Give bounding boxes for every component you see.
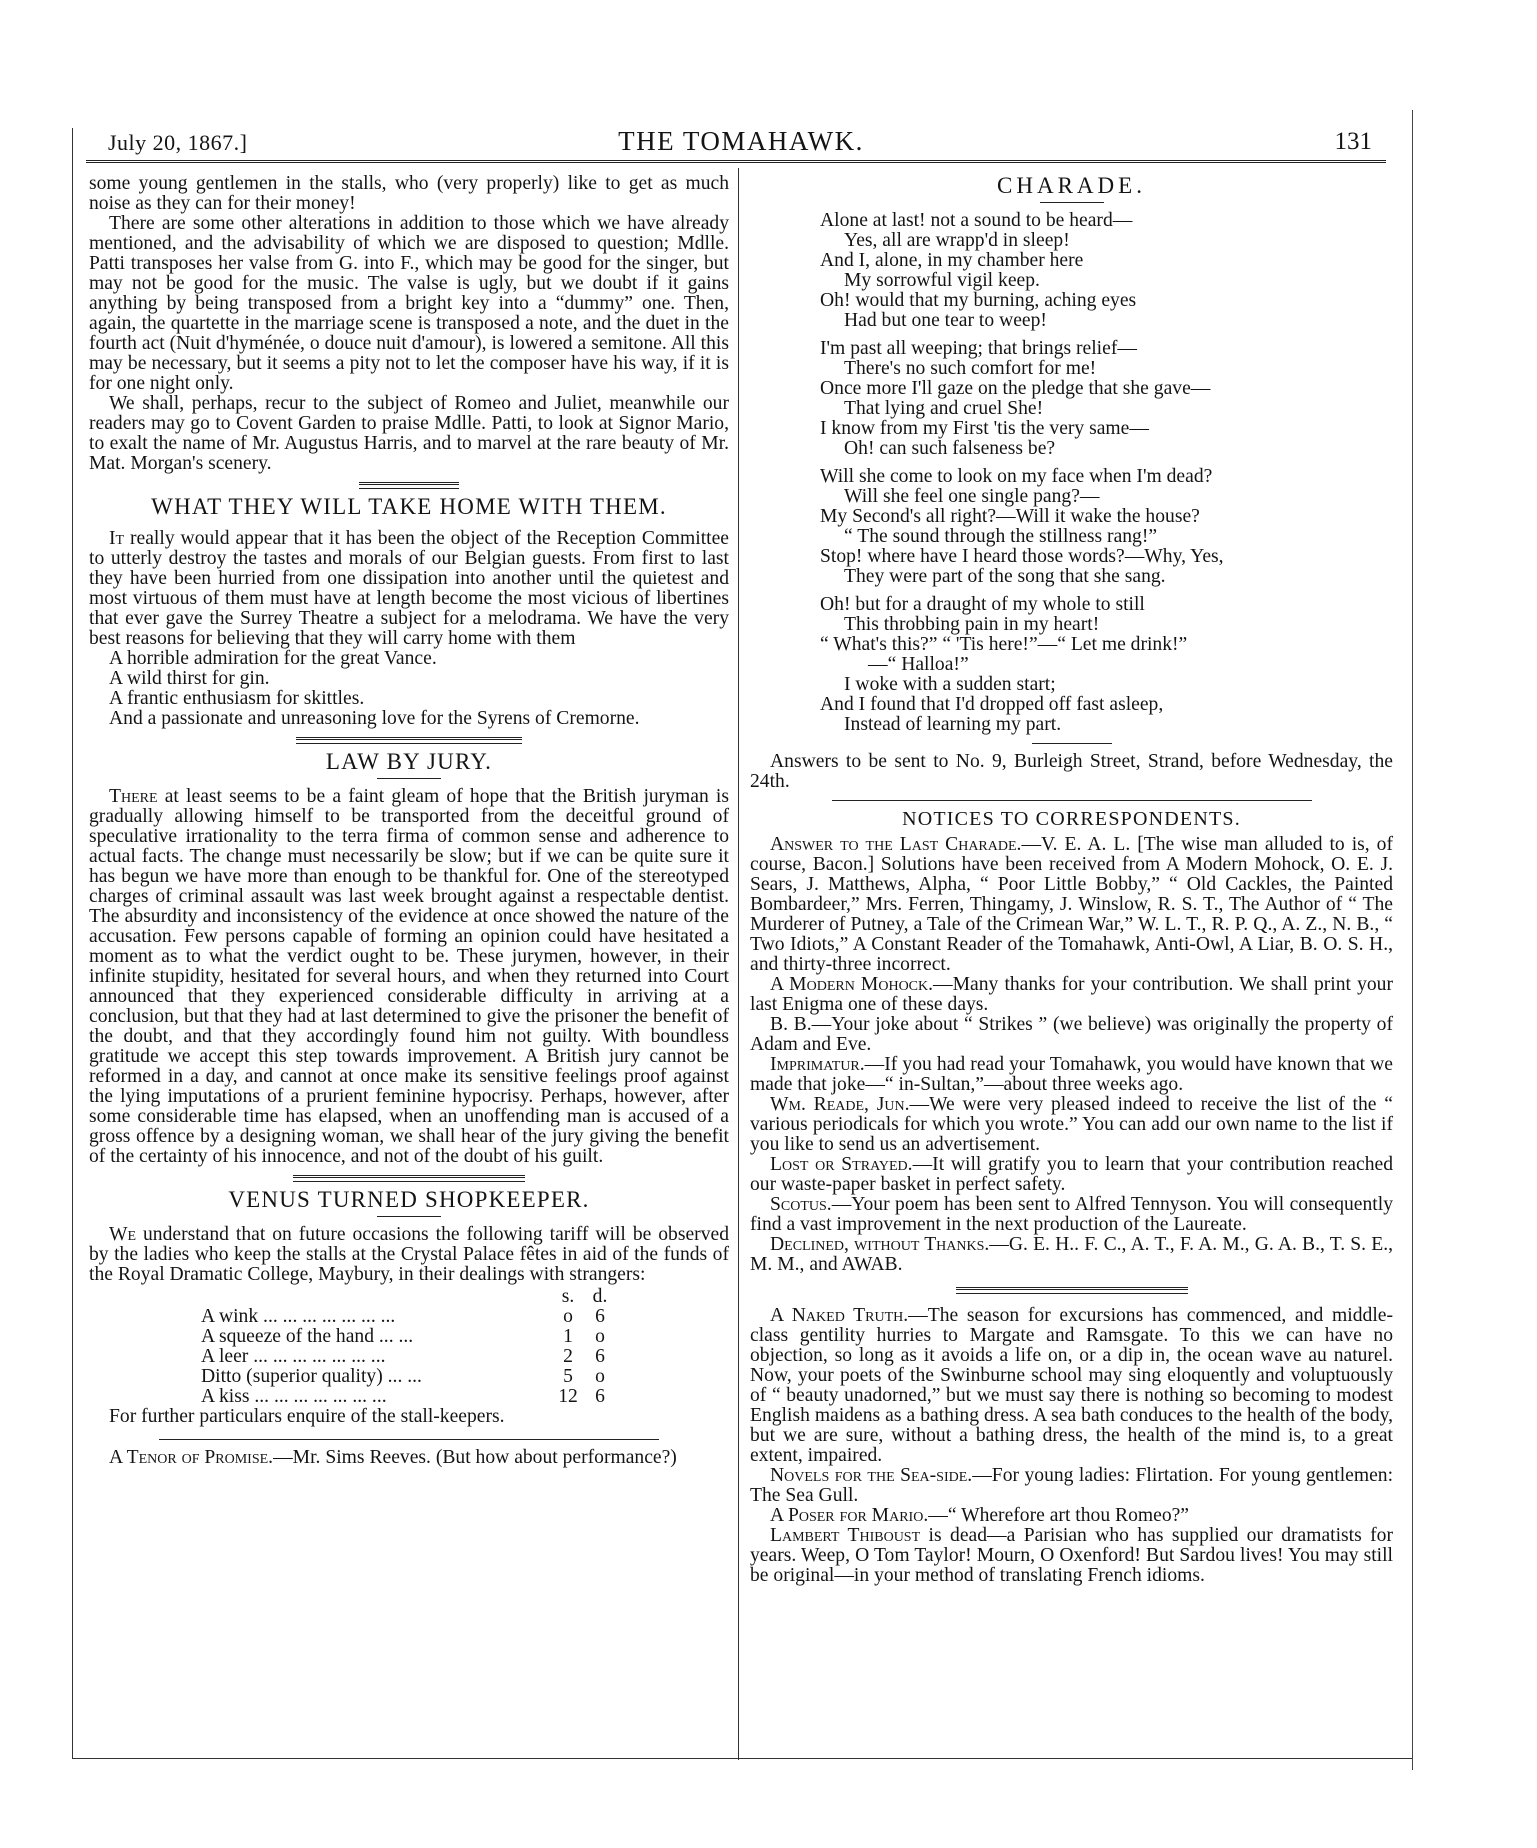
notice-text: —Your joke about “ Strikes ” (we believe) was originally the property of Adam and Eve. — [750, 1014, 1393, 1055]
poem-line: Alone at last! not a sound to be heard— — [820, 210, 1133, 231]
poem-line: My Second's all right?—Will it wake the house? — [820, 506, 1200, 527]
notice-item — [750, 1095, 1393, 1155]
charade-heading: CHARADE. — [997, 173, 1146, 198]
opera-alterations-paragraph: There are some other alterations in addition to those which we have already mentioned, and the advisability of which we are disposed to question; Mdlle. Patti transposes her valse from G. into F., which may be good for the singer, but may not be good for the music. The valse is ugly, but we doubt if it gains anything by being transposed from a bright key into a “dummy” one. Then, again, the quartette in the marriage scene is transposed a note, and the duet in the fourth act (Nuit d'hyménée, o douce nuit d'amour), is lowered a semitone. All this may be necessary, but it seems a pity not to let the composer have his way, if it is for one night only. — [89, 213, 729, 394]
poem-stanza — [820, 211, 1393, 331]
heading-rule — [1032, 743, 1112, 744]
list-item: A horrible admiration for the great Vance. — [109, 648, 437, 669]
opera-closing-paragraph: We shall, perhaps, recur to the subject of Romeo and Juliet, meanwhile our readers may go to Covent Garden to praise Mdlle. Patti, to look at Signor Mario, to exalt the name of Mr. Augustus Harris, and to marvel at the rare beauty of Mr. Mat. Morgan's scenery. — [89, 393, 729, 474]
poem-stanza — [820, 339, 1393, 459]
notice-item — [750, 1235, 1393, 1275]
lead-word: We — [109, 1224, 137, 1245]
lead-word: It — [109, 528, 125, 549]
pence-header: d. — [592, 1286, 608, 1307]
poem-line: They were part of the song that she sang. — [844, 566, 1166, 587]
page-number: 131 — [1334, 128, 1372, 155]
notice-lead: Wm. Reade, Jun. — [770, 1094, 910, 1115]
poem-line: Oh! but for a draught of my whole to still — [820, 594, 1145, 615]
miscellany-paragraph — [750, 1506, 1393, 1526]
poem-line: And I found that I'd dropped off fast asleep, — [820, 694, 1164, 715]
tariff-header-row — [201, 1287, 611, 1307]
tariff-item: Ditto (superior quality) ... ... — [201, 1366, 422, 1387]
poem-line: “ The sound through the stillness rang!” — [844, 526, 1158, 547]
list-item: A frantic enthusiasm for skittles. — [109, 688, 365, 709]
poem-line: Yes, all are wrapp'd in sleep! — [844, 230, 1070, 251]
poem-line: Stop! where have I heard those words?—Why, Yes, — [820, 546, 1224, 567]
notices-list — [750, 835, 1393, 1275]
notice-text: —Many thanks for your contribution. We shall print your last Enigma one of these days. — [750, 974, 1393, 1015]
tariff-shillings: 12 — [558, 1386, 578, 1407]
poem-line: I'm past all weeping; that brings relief— — [820, 338, 1137, 359]
continued-paragraph: some young gentlemen in the stalls, who (very properly) like to get as much noise as they can for their money! — [89, 173, 729, 214]
poem-line: Had but one tear to weep! — [844, 310, 1047, 331]
charade-answers-note: Answers to be sent to No. 9, Burleigh Street, Strand, before Wednesday, the 24th. — [750, 751, 1393, 792]
shillings-header: s. — [561, 1286, 575, 1307]
notice-item — [750, 975, 1393, 1015]
notice-lead: Lost or Strayed. — [770, 1154, 913, 1175]
tariff-row — [201, 1327, 611, 1347]
notice-text: —We were very pleased indeed to receive the list of the “ various periodicals for which you wrote.” You can add our own name to the list if you like to send us an advertisement. — [750, 1094, 1393, 1155]
section-ornament — [296, 737, 522, 744]
paragraph-text: —“ Wherefore art thou Romeo?” — [928, 1505, 1190, 1526]
section-ornament — [293, 1175, 525, 1182]
page-border-right — [1412, 110, 1413, 1770]
miscellany-paragraph — [750, 1526, 1393, 1586]
poem-stanza — [820, 595, 1393, 735]
miscellany-paragraph — [750, 1306, 1393, 1466]
notice-text: —G. E. H.. F. C., A. T., F. A. M., G. A. B., T. S. E., M. M., and AWAB. — [750, 1234, 1393, 1275]
tariff-item: A kiss ... ... ... ... ... ... ... — [201, 1386, 387, 1407]
page-border-left — [72, 128, 73, 1758]
paragraph-lead: A Naked Truth. — [770, 1305, 909, 1326]
separator-rule — [159, 1439, 659, 1440]
left-column — [89, 174, 729, 1468]
tariff-table — [201, 1287, 611, 1407]
tariff-shillings: 5 — [563, 1366, 573, 1387]
header-rule — [86, 160, 1386, 165]
poem-line: That lying and cruel She! — [844, 398, 1044, 419]
list-item: A wild thirst for gin. — [109, 668, 270, 689]
notice-text: —Your poem has been sent to Alfred Tennyson. You will consequently find a vast improvement in the next production of the Laureate. — [750, 1194, 1393, 1235]
notice-lead: Scotus. — [770, 1194, 832, 1215]
list-item: And a passionate and unreasoning love for the Syrens of Cremorne. — [109, 708, 640, 729]
tariff-pence: o — [595, 1366, 605, 1387]
poem-line: I know from my First 'tis the very same— — [820, 418, 1149, 439]
poem-line: This throbbing pain in my heart! — [844, 614, 1100, 635]
poem-line: —“ Halloa!” — [868, 654, 969, 675]
notice-lead: A Modern Mohock. — [770, 974, 934, 995]
tariff-shillings: 2 — [563, 1346, 573, 1367]
article-heading-law-by-jury: LAW BY JURY. — [325, 749, 493, 774]
poem-line: I woke with a sudden start; — [844, 674, 1056, 695]
notice-lead: Answer to the Last Charade. — [770, 834, 1022, 855]
notice-lead: Imprimatur. — [770, 1054, 865, 1075]
notice-item — [750, 1015, 1393, 1055]
notice-item — [750, 835, 1393, 975]
notice-lead: Declined, without Thanks. — [770, 1234, 990, 1255]
paragraph-lead: Novels for the Sea-side. — [770, 1465, 973, 1486]
tariff-row — [201, 1347, 611, 1367]
tariff-item: A wink ... ... ... ... ... ... ... — [201, 1306, 396, 1327]
separator-rule — [832, 800, 1312, 801]
heading-rule — [377, 1216, 441, 1217]
tariff-footer: For further particulars enquire of the stall-keepers. — [109, 1406, 505, 1427]
heading-rule — [377, 778, 441, 779]
tariff-row — [201, 1307, 611, 1327]
paragraph-text: is dead—a Parisian who has supplied our dramatists for years. Weep, O Tom Taylor! Mourn, O Oxenford! But Sardou lives! You may still be original—in your method of translating French idioms. — [750, 1525, 1393, 1586]
running-header — [86, 112, 1396, 158]
paragraph-text: —For young ladies: Flirtation. For young gentlemen: The Sea Gull. — [750, 1465, 1394, 1506]
poem-line: Once more I'll gaze on the pledge that she gave— — [820, 378, 1211, 399]
tariff-item: A leer ... ... ... ... ... ... ... — [201, 1346, 386, 1367]
notice-item — [750, 1155, 1393, 1195]
tariff-pence: o — [595, 1326, 605, 1347]
section-ornament — [359, 482, 459, 489]
poem-line: My sorrowful vigil keep. — [844, 270, 1040, 291]
article-body-take-home: really would appear that it has been the object of the Reception Committee to utterly destroy the tastes and morals of our Belgian guests. From first to last they have been hurried from one dissipation into another until the quietest and most virtuous of them must have at length become the most vicious of libertines that ever gave the Surrey Theatre a subject for a melodrama. We have the very best reasons for believing that they will carry home with them — [89, 528, 729, 649]
tariff-shillings: 1 — [563, 1326, 573, 1347]
notice-text: —If you had read your Tomahawk, you would have known that we made that joke—“ in-Sultan,”—about three weeks ago. — [750, 1054, 1393, 1095]
notice-lead: B. B. — [770, 1014, 812, 1035]
tariff-shillings: o — [563, 1306, 573, 1327]
poem-line: There's no such comfort for me! — [844, 358, 1097, 379]
article-heading-venus: VENUS TURNED SHOPKEEPER. — [228, 1187, 590, 1212]
article-body-law-by-jury: at least seems to be a faint gleam of hope that the British juryman is gradually allowing himself to be transported from the deceitful ground of speculative irrationality to the terra firma of common sense and adherence to actual facts. The change must necessarily be slow; but if we can be quite sure it has begun we have more than enough to be thankful for. One of the stereotyped charges of criminal assault was last week brought against a respectable dentist. The absurdity and inconsistency of the evidence at once showed the nature of the accusation. Few persons capable of forming an opinion could have hesitated a moment as to what the verdict ought to be. These jurymen, however, in their infinite stupidity, hesitated for several hours, and when they returned into Court announced that they experienced considerable difficulty in arriving at a conclusion, but that they had at last determined to give the prisoner the benefit of the doubt, and that they accordingly found him not guilty. With boundless gratitude we accept this step towards improvement. A British jury cannot be reformed in a day, and cannot at once make its sensitive feelings proof against the lying imputations of a prurient feminine hypocrisy. Perhaps, however, after some considerable time has elapsed, when an unoffending man is accused of a gross offence by a designing woman, we shall hear of the jury giving the benefit of the certainty of his innocence, and not of the doubt of his guilt. — [89, 786, 729, 1167]
poem-line: Oh! can such falseness be? — [844, 438, 1056, 459]
notice-text: —It will gratify you to learn that your contribution reached our waste-paper basket in perfect safety. — [750, 1154, 1393, 1195]
paragraph-lead: A Poser for Mario. — [770, 1505, 929, 1526]
right-column — [750, 174, 1393, 1586]
poem-stanza — [820, 467, 1393, 587]
tariff-pence: 6 — [595, 1346, 605, 1367]
tariff-pence: 6 — [595, 1306, 605, 1327]
column-divider — [738, 168, 739, 1760]
charade-poem — [750, 211, 1393, 735]
tariff-item: A squeeze of the hand ... ... — [201, 1326, 414, 1347]
article-body-venus: understand that on future occasions the following tariff will be observed by the ladies who keep the stalls at the Crystal Palace fêtes in aid of the funds of the Royal Dramatic College, Maybury, in their dealings with strangers: — [89, 1224, 729, 1285]
miscellany-paragraph — [750, 1466, 1393, 1506]
miscellany-paragraphs — [750, 1306, 1393, 1586]
notices-heading: NOTICES TO CORRESPONDENTS. — [902, 808, 1241, 830]
poem-line: “ What's this?” “ 'Tis here!”—“ Let me drink!” — [820, 634, 1188, 655]
lead-word: There — [109, 786, 158, 807]
paragraph-lead: A Tenor of Promise. — [109, 1447, 274, 1468]
tariff-pence: 6 — [595, 1386, 605, 1407]
poem-line: Will she come to look on my face when I'm dead? — [820, 466, 1213, 487]
section-ornament — [956, 1287, 1188, 1294]
heading-rule — [1040, 202, 1104, 203]
notice-text: —V. E. A. L. [The wise man alluded to is, of course, Bacon.] Solutions have been received from A Modern Mohock, O. E. J. Sears, J. Matthews, Alpha, “ Poor Little Bobby,” “ Old Cackles, the Painted Bombardeer,” Mrs. Ferren, Thingamy, J. Winslow, R. S. T., The Author of “ The Murderer of Putney, a Tale of the Crimean War,” W. L. T., R. P. Q., A. Z., N. B., “ Two Idiots,” A Constant Reader of the Tomahawk, Anti-Owl, A Liar, B. O. S. H., and thirty-three incorrect. — [750, 834, 1393, 975]
notice-item — [750, 1195, 1393, 1235]
poem-line: And I, alone, in my chamber here — [820, 250, 1084, 271]
paragraph-lead: Lambert Thiboust — [770, 1525, 921, 1546]
issue-date: July 20, 1867.] — [108, 130, 248, 155]
paragraph-text: —The season for excursions has commenced, and middle-class gentility hurries to Margate and Ramsgate. To this we can have no objection, so long as it avoids a life on, or a dip in, the ocean wave au naturel. Now, your poets of the Swinburne school may sing eloquently and voluptuously of “ beauty unadorned,” but we must say there is nothing so becoming to modest English maidens as a bathing dress. A sea bath conduces to the health of the body, but we are sure, without a bathing dress, the health of the mind is, to a great extent, impaired. — [750, 1305, 1393, 1466]
masthead-title: THE TOMAHAWK. — [618, 126, 864, 156]
tariff-row — [201, 1387, 611, 1407]
tenor-paragraph: —Mr. Sims Reeves. (But how about performance?) — [273, 1447, 677, 1468]
page-border-bottom — [72, 1758, 1412, 1759]
poem-line: Will she feel one single pang?— — [844, 486, 1100, 507]
poem-line: Instead of learning my part. — [844, 714, 1062, 735]
article-heading-take-home: WHAT THEY WILL TAKE HOME WITH THEM. — [151, 494, 667, 519]
tariff-row — [201, 1367, 611, 1387]
poem-line: Oh! would that my burning, aching eyes — [820, 290, 1137, 311]
notice-item — [750, 1055, 1393, 1095]
